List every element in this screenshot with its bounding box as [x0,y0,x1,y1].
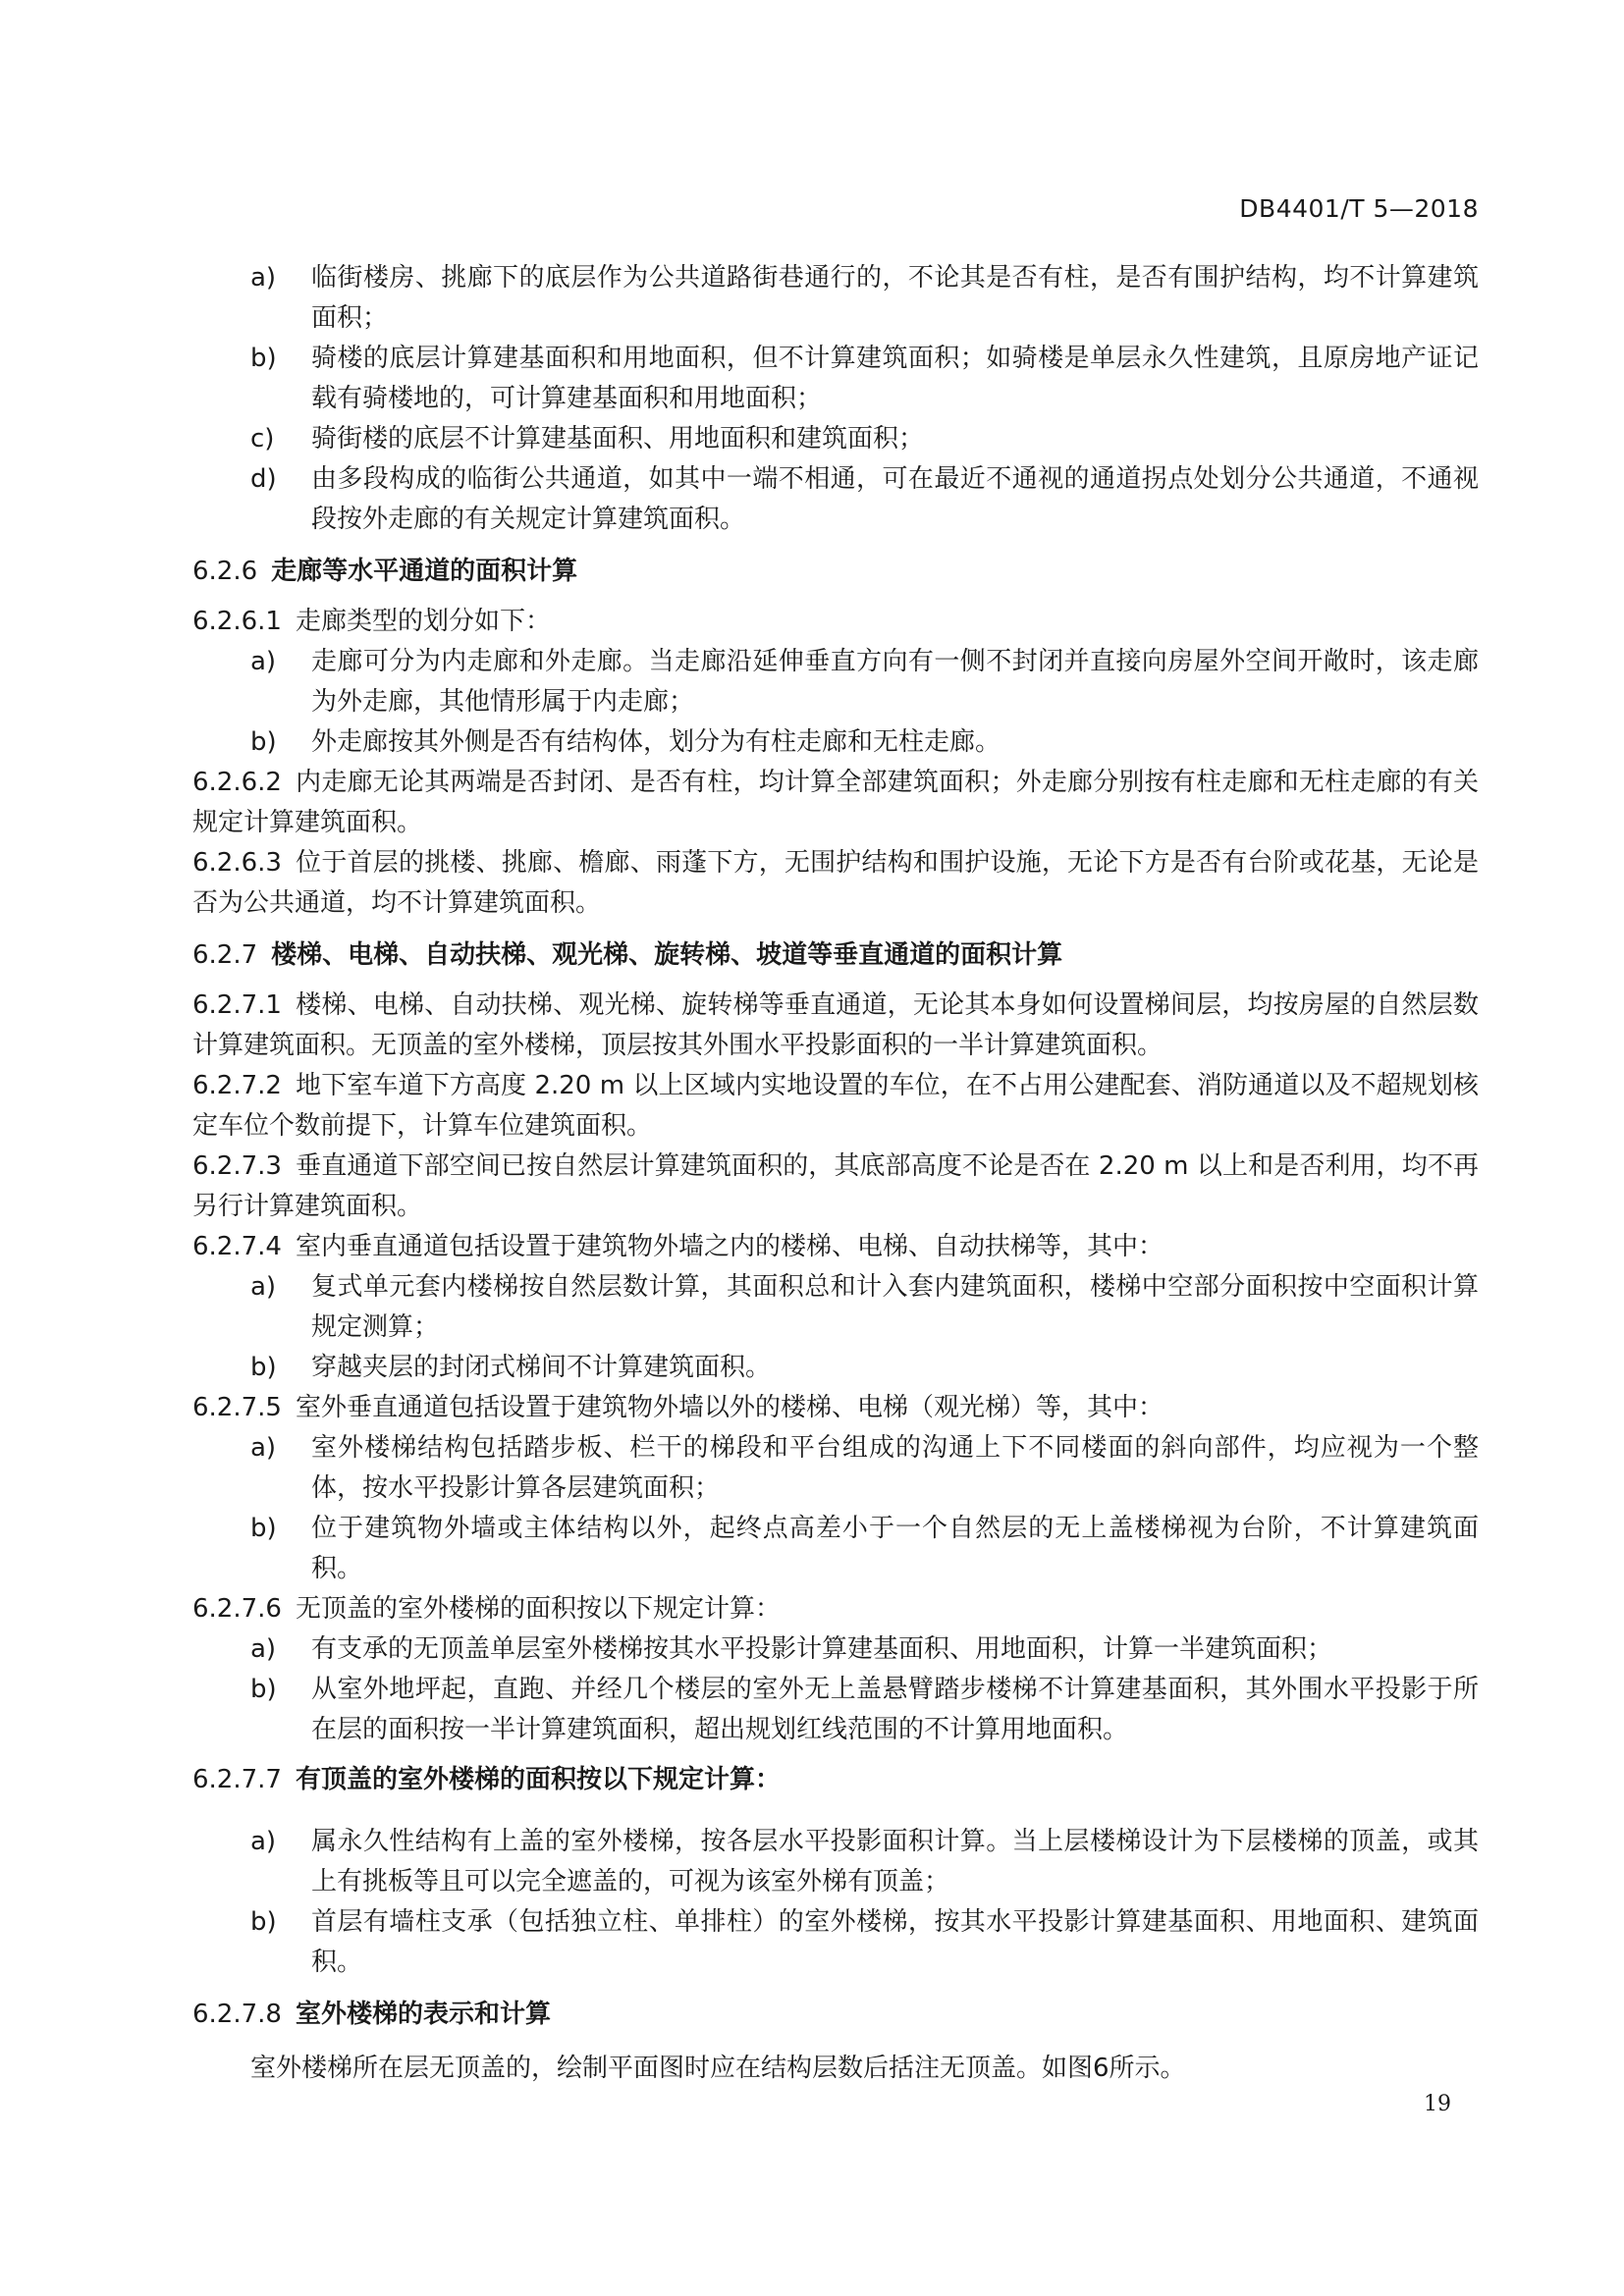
list-item [192,1509,1479,1589]
list-item [192,1428,1479,1509]
list-item-text: 室外楼梯结构包括踏步板、栏干的梯段和平台组成的沟通上下不同楼面的斜向部件，均应视为一个整体，按水平投影计算各层建筑面积； [311,1433,1479,1503]
clause-text: 室外垂直通道包括设置于建筑物外墙以外的楼梯、电梯（观光梯）等，其中： [295,1393,1164,1422]
list-marker: c) [250,424,275,454]
list-item [192,419,1479,459]
clause-number: 6.2.7 [192,940,258,970]
list-item-text: 骑楼的底层计算建基面积和用地面积，但不计算建筑面积；如骑楼是单层永久性建筑，且原房地产证记载有骑楼地的，可计算建基面积和用地面积； [311,344,1479,413]
list-marker: b) [250,344,277,373]
list-item [192,1348,1479,1388]
clause-number: 6.2.7.1 [192,990,282,1020]
list-item-text: 外走廊按其外侧是否有结构体，划分为有柱走廊和无柱走廊。 [311,727,1001,757]
list-item-text: 走廊可分为内走廊和外走廊。当走廊沿延伸垂直方向有一侧不封闭并直接向房屋外空间开敞时，该走廊为外走廊，其他情形属于内走廊； [311,647,1479,717]
list-marker: b) [250,1514,277,1543]
clause-text: 室内垂直通道包括设置于建筑物外墙之内的楼梯、电梯、自动扶梯等，其中： [295,1232,1164,1261]
clause [192,986,1479,1066]
clause [192,1589,1479,1629]
list-item [192,1629,1479,1670]
list-item [192,722,1479,763]
clause [192,843,1479,924]
clause-number: 6.2.6.3 [192,848,282,878]
clause [192,602,1479,642]
clause-number: 6.2.7.7 [192,1765,282,1794]
clause-text: 内走廊无论其两端是否封闭、是否有柱，均计算全部建筑面积；外走廊分别按有柱走廊和无柱走廊的有关规定计算建筑面积。 [192,768,1479,837]
list-item [192,459,1479,540]
section-heading [192,552,1479,592]
standard-code: DB4401/T 5—2018 [1239,194,1479,223]
clause-text: 垂直通道下部空间已按自然层计算建筑面积的，其底部高度不论是否在 2.20 m 以上和是否利用，均不再另行计算建筑面积。 [192,1151,1479,1221]
list-item-text: 位于建筑物外墙或主体结构以外，起终点高差小于一个自然层的无上盖楼梯视为台阶，不计算建筑面积。 [311,1514,1479,1583]
section-heading [192,1760,1479,1800]
list-item-text: 复式单元套内楼梯按自然层数计算，其面积总和计入套内建筑面积，楼梯中空部分面积按中空面积计算规定测算； [311,1272,1479,1342]
list-marker: b) [250,1353,277,1382]
list-item-text: 首层有墙柱支承（包括独立柱、单排柱）的室外楼梯，按其水平投影计算建基面积、用地面积、建筑面积。 [311,1907,1479,1977]
clause-number: 6.2.7.8 [192,2000,282,2029]
list-item-text: 骑街楼的底层不计算建基面积、用地面积和建筑面积； [311,424,925,454]
list-item-text: 临街楼房、挑廊下的底层作为公共道路街巷通行的，不论其是否有柱，是否有围护结构，均不计算建筑面积； [311,263,1479,333]
list-item-text: 由多段构成的临街公共通道，如其中一端不相通，可在最近不通视的通道拐点处划分公共通道，不通视段按外走廊的有关规定计算建筑面积。 [311,464,1479,534]
clause [192,1066,1479,1147]
list-marker: a) [250,1634,277,1664]
clause-text: 走廊类型的划分如下： [295,607,551,636]
clause-number: 6.2.7.6 [192,1594,282,1624]
list-marker: b) [250,727,277,757]
heading-text: 室外楼梯的表示和计算 [295,2000,551,2029]
body-text [192,258,1479,2089]
list-item [192,1902,1479,1983]
clause-number: 6.2.7.5 [192,1393,282,1422]
list-marker: a) [250,263,277,293]
clause-text: 地下室车道下方高度 2.20 m 以上区域内实地设置的车位，在不占用公建配套、消防通道以及不超规划核定车位个数前提下，计算车位建筑面积。 [192,1071,1479,1141]
clause-number: 6.2.7.2 [192,1071,282,1100]
clause-number: 6.2.6.1 [192,607,282,636]
list-marker: a) [250,1433,277,1463]
list-item [192,339,1479,419]
clause-number: 6.2.7.4 [192,1232,282,1261]
clause [192,1147,1479,1227]
heading-text: 走廊等水平通道的面积计算 [271,557,578,586]
clause-number: 6.2.6 [192,557,258,586]
list-marker: d) [250,464,277,494]
list-marker: a) [250,1827,277,1856]
section-heading [192,1995,1479,2035]
list-marker: b) [250,1907,277,1937]
list-item [192,1670,1479,1750]
list-item [192,258,1479,339]
clause-text: 楼梯、电梯、自动扶梯、观光梯、旋转梯等垂直通道，无论其本身如何设置梯间层，均按房屋的自然层数计算建筑面积。无顶盖的室外楼梯，顶层按其外围水平投影面积的一半计算建筑面积。 [192,990,1479,1060]
list-item-text: 属永久性结构有上盖的室外楼梯，按各层水平投影面积计算。当上层楼梯设计为下层楼梯的顶盖，或其上有挑板等且可以完全遮盖的，可视为该室外梯有顶盖； [311,1827,1479,1896]
list-item [192,1822,1479,1902]
heading-text: 楼梯、电梯、自动扶梯、观光梯、旋转梯、坡道等垂直通道的面积计算 [271,940,1063,970]
list-item [192,1267,1479,1348]
clause [192,1388,1479,1428]
list-item-text: 从室外地坪起，直跑、并经几个楼层的室外无上盖悬臂踏步楼梯不计算建基面积，其外围水平投影于所在层的面积按一半计算建筑面积，超出规划红线范围的不计算用地面积。 [311,1675,1479,1744]
heading-text: 有顶盖的室外楼梯的面积按以下规定计算： [295,1765,781,1794]
paragraph: 室外楼梯所在层无顶盖的，绘制平面图时应在结构层数后括注无顶盖。如图6所示。 [250,2054,1186,2083]
clause-text: 位于首层的挑楼、挑廊、檐廊、雨蓬下方，无围护结构和围护设施，无论下方是否有台阶或花基，无论是否为公共通道，均不计算建筑面积。 [192,848,1479,918]
clause [192,763,1479,843]
list-marker: a) [250,1272,277,1302]
clause-number: 6.2.6.2 [192,768,282,797]
clause-number: 6.2.7.3 [192,1151,282,1181]
list-item-text: 有支承的无顶盖单层室外楼梯按其水平投影计算建基面积、用地面积，计算一半建筑面积； [311,1634,1333,1664]
list-item-text: 穿越夹层的封闭式梯间不计算建筑面积。 [311,1353,772,1382]
clause-text: 无顶盖的室外楼梯的面积按以下规定计算： [295,1594,781,1624]
list-marker: b) [250,1675,277,1704]
page-number: 19 [1424,2092,1451,2116]
list-item [192,642,1479,722]
list-marker: a) [250,647,277,676]
clause [192,1227,1479,1267]
section-heading [192,935,1479,976]
